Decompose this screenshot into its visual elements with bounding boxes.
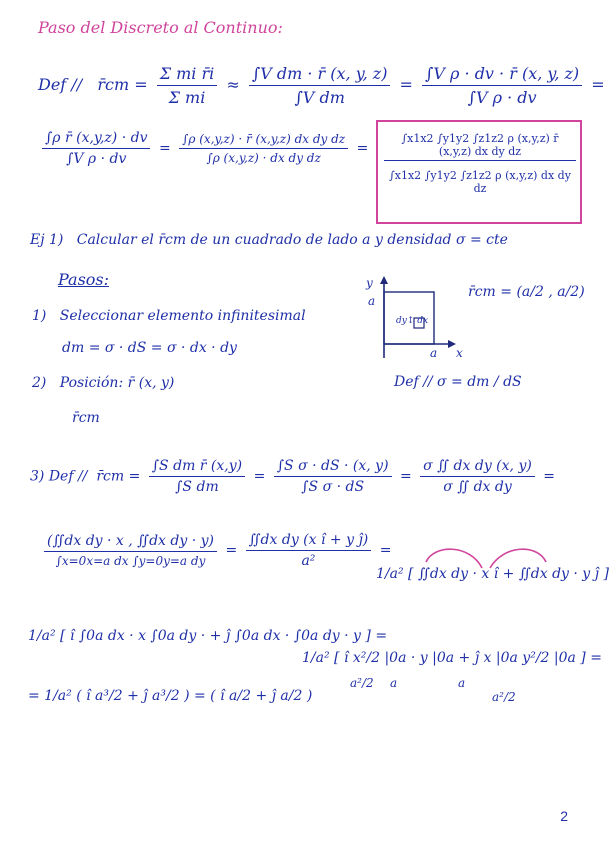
steps-title: Pasos: [58,270,110,289]
step-3-number: 3) Def // [30,468,88,485]
line-4-rhs: 1/a² [ ∬dx dy · x î + ∬dx dy · y ĵ ] [376,566,609,582]
step-3-fraction-2 [274,458,392,495]
step-2-rcm: r̄cm [72,410,100,426]
integral-density-fraction [422,64,582,107]
pink-arrow-left [426,549,482,568]
equals-sign: = [375,628,388,644]
triple-integral-box [376,120,582,224]
step-1 [32,308,306,324]
volume-fraction [42,130,150,167]
x-axis-arrow [448,340,456,348]
under-label-2: a [390,676,398,690]
pink-arrow-right [490,549,546,568]
integral-dm-numerator: ∫V dm · r̄ (x, y, z) [249,64,391,86]
discrete-fraction [157,64,218,107]
example-statement [30,232,508,248]
step-3-fraction-2-den: ∫S σ · dS [301,479,365,495]
pink-arrows [420,548,560,572]
triple-integral-numerator: ∫x1x2 ∫y1y2 ∫z1z2 ρ (x,y,z) r̄ (x,y,z) dx dy dz [384,132,576,161]
integral-dm-fraction [249,64,391,107]
fig-a-bottom: a [430,346,438,360]
line-5-lhs: 1/a² [ î ∫0a dx · x ∫0a dy · + ĵ ∫0a dx · ∫0a dy · y ] [28,628,371,644]
volume-numerator: ∫ρ r̄ (x,y,z) · dv [42,130,150,149]
density-definition: Def // σ = dm / dS [394,374,522,390]
equals-sign: = [399,75,413,94]
step-3-fraction-2-num: ∫S σ · dS · (x, y) [274,458,392,477]
step-2 [32,375,174,391]
equals-sign: = [253,468,266,485]
triple-integral-fraction [384,132,576,195]
under-label-4: a²/2 [492,690,516,704]
coordinate-denominator: ∫ρ (x,y,z) · dx dy dz [206,151,321,165]
fig-ds-label: dy↕ dx [396,316,429,326]
line-4-fraction-2-num: ∬dx dy (x î + y ĵ) [246,532,372,551]
coordinate-numerator: ∫ρ (x,y,z) · r̄ (x,y,z) dx dy dz [179,132,348,149]
integral-density-denominator: ∫V ρ · dv [467,88,537,107]
def-label: Def // [38,75,83,94]
line-4-fraction-1-den: ∫x=0x=a dx ∫y=0y=a dy [55,554,206,568]
integral-dm-denominator: ∫V dm [294,88,345,107]
evaluation-line [28,628,387,644]
equals-sign: = [158,140,171,157]
under-label-3: a [458,676,466,690]
step-3-fraction-1 [149,458,245,495]
step-2-text: Posición: r̄ (x, y) [59,375,175,391]
rcm-result: r̄cm = (a/2 , a/2) [468,284,585,300]
step-1-formula: dm = σ · dS = σ · dx · dy [62,340,237,356]
volume-denominator: ∫V ρ · dv [66,151,127,167]
line-4-fraction-1-num: (∬dx dy · x , ∬dx dy · y) [44,533,217,552]
discrete-denominator: Σ mi [168,88,206,107]
example-text: Calcular el r̄cm de un cuadrado de lado a y densidad σ = cte [76,232,508,248]
fig-x-label: x [456,346,463,360]
equals-sign-2: = [399,468,412,485]
equals-sign-2: = [356,140,369,157]
equals-sign: = [225,542,238,559]
step-3-fraction-3 [420,458,535,495]
page-title: Paso del Discreto al Continuo: [38,18,283,37]
step-2-number: 2) [32,375,47,391]
step-3-fraction-3-num: σ ∬ dx dy (x, y) [420,458,535,477]
coordinate-fraction [179,132,348,165]
integral-density-numerator: ∫V ρ · dv · r̄ (x, y, z) [422,64,582,86]
step-1-number: 1) [32,308,47,324]
step-3 [30,458,555,495]
fig-a-left: a [368,294,376,308]
line-4-fraction-2 [246,532,372,569]
integral-split-line [40,532,391,569]
page-number: 2 [560,808,568,824]
equals-sign-3: = [543,468,555,485]
step-3-fraction-1-num: ∫S dm r̄ (x,y) [149,458,245,477]
y-axis-arrow [380,276,388,284]
step-3-lhs: r̄cm = [96,468,141,485]
line-4-fraction-1 [44,533,217,568]
line-5-rhs: 1/a² [ î x²/2 |0a · y |0a + ĵ x |0a y²/2 |0a ] = [302,650,602,666]
line-4-fraction-2-den: a² [301,553,316,569]
under-label-1: a²/2 [350,676,374,690]
discrete-numerator: Σ mi r̄i [157,64,218,86]
step-3-fraction-3-den: σ ∬ dx dy [443,479,512,495]
equals-sign-2: = [379,542,392,559]
example-label: Ej 1) [30,232,64,248]
triple-integral-denominator: ∫x1x2 ∫y1y2 ∫z1z2 ρ (x,y,z) dx dy dz [389,169,571,195]
step-1-text: Seleccionar elemento infinitesimal [59,308,306,324]
definition-line-2 [38,130,368,167]
final-result: = 1/a² ( î a³/2 + ĵ a³/2 ) = ( î a/2 + ĵ a/2 ) [28,688,313,704]
fig-y-label: y [366,276,373,290]
rcm-lhs: r̄cm = [97,75,148,94]
equals-sign-end: = [591,75,605,94]
step-3-fraction-1-den: ∫S dm [175,479,219,495]
definition-line-1 [38,64,605,107]
approx-sign: ≈ [226,75,240,94]
